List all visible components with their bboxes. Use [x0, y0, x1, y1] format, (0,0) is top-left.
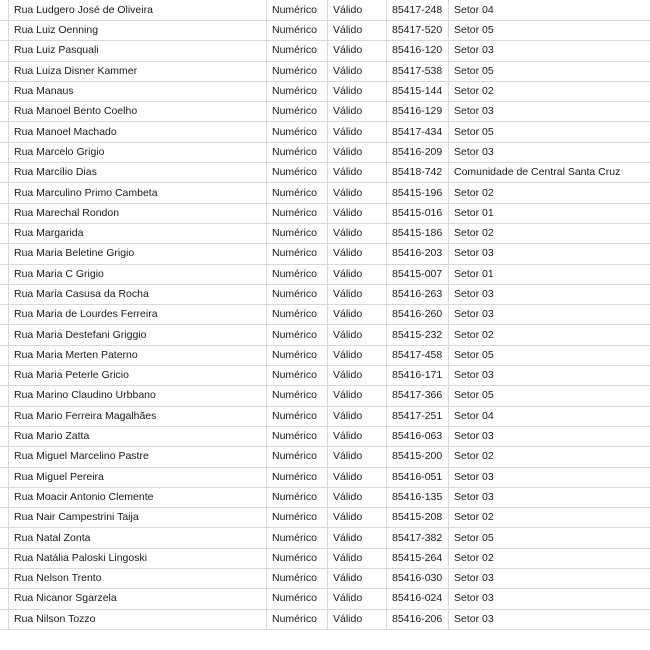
row-margin-cell [0, 325, 9, 345]
status-cell: Válido [328, 102, 387, 122]
format-cell: Numérico [267, 345, 328, 365]
row-margin-cell [0, 467, 9, 487]
cep-cell: 85417-382 [387, 528, 449, 548]
sector-cell: Comunidade de Central Santa Cruz [449, 163, 650, 183]
table-row [0, 345, 650, 365]
row-margin-cell [0, 21, 9, 41]
status-cell: Válido [328, 203, 387, 223]
table-row [0, 122, 650, 142]
sector-cell: Setor 02 [449, 548, 650, 568]
sector-cell: Setor 02 [449, 447, 650, 467]
sector-cell: Setor 03 [449, 284, 650, 304]
table-row [0, 569, 650, 589]
status-cell: Válido [328, 487, 387, 507]
table-row [0, 142, 650, 162]
table-row [0, 0, 650, 21]
row-margin-cell [0, 264, 9, 284]
cep-cell: 85416-030 [387, 569, 449, 589]
cep-cell: 85415-016 [387, 203, 449, 223]
table-row [0, 223, 650, 243]
street-name-cell: Rua Marcelo Grigio [9, 142, 267, 162]
sector-cell: Setor 02 [449, 81, 650, 101]
status-cell: Válido [328, 528, 387, 548]
table-row [0, 244, 650, 264]
format-cell: Numérico [267, 487, 328, 507]
street-name-cell: Rua Maria Beletine Grigio [9, 244, 267, 264]
street-name-cell: Rua Mario Ferreira Magalhães [9, 406, 267, 426]
format-cell: Numérico [267, 366, 328, 386]
cep-cell: 85416-063 [387, 426, 449, 446]
cep-cell: 85417-434 [387, 122, 449, 142]
cep-cell: 85417-538 [387, 61, 449, 81]
status-cell: Válido [328, 244, 387, 264]
format-cell: Numérico [267, 589, 328, 609]
street-name-cell: Rua Moacir Antonio Clemente [9, 487, 267, 507]
cep-cell: 85416-129 [387, 102, 449, 122]
status-cell: Válido [328, 163, 387, 183]
cep-cell: 85417-251 [387, 406, 449, 426]
table-row [0, 163, 650, 183]
table-row [0, 426, 650, 446]
sector-cell: Setor 03 [449, 102, 650, 122]
status-cell: Válido [328, 325, 387, 345]
street-name-cell: Rua Miguel Pereira [9, 467, 267, 487]
cep-cell: 85415-200 [387, 447, 449, 467]
street-name-cell: Rua Maria Peterle Gricio [9, 366, 267, 386]
table-row [0, 467, 650, 487]
sector-cell: Setor 03 [449, 569, 650, 589]
sector-cell: Setor 05 [449, 345, 650, 365]
row-margin-cell [0, 183, 9, 203]
format-cell: Numérico [267, 284, 328, 304]
street-name-cell: Rua Marechal Rondon [9, 203, 267, 223]
cep-cell: 85417-366 [387, 386, 449, 406]
cep-cell: 85415-232 [387, 325, 449, 345]
sector-cell: Setor 01 [449, 203, 650, 223]
sector-cell: Setor 03 [449, 609, 650, 629]
street-name-cell: Rua Miguel Marcelino Pastre [9, 447, 267, 467]
sector-cell: Setor 05 [449, 528, 650, 548]
status-cell: Válido [328, 41, 387, 61]
street-name-cell: Rua Luiza Disner Kammer [9, 61, 267, 81]
row-margin-cell [0, 528, 9, 548]
row-margin-cell [0, 41, 9, 61]
cep-cell: 85416-263 [387, 284, 449, 304]
row-margin-cell [0, 487, 9, 507]
status-cell: Válido [328, 21, 387, 41]
row-margin-cell [0, 122, 9, 142]
status-cell: Válido [328, 142, 387, 162]
sector-cell: Setor 05 [449, 21, 650, 41]
sector-cell: Setor 05 [449, 61, 650, 81]
street-name-cell: Rua Nicanor Sgarzela [9, 589, 267, 609]
row-margin-cell [0, 305, 9, 325]
street-name-cell: Rua Ludgero José de Oliveira [9, 0, 267, 21]
row-margin-cell [0, 548, 9, 568]
row-margin-cell [0, 508, 9, 528]
format-cell: Numérico [267, 467, 328, 487]
street-name-cell: Rua Nair Campestrini Taija [9, 508, 267, 528]
format-cell: Numérico [267, 41, 328, 61]
row-margin-cell [0, 386, 9, 406]
format-cell: Numérico [267, 386, 328, 406]
sector-cell: Setor 03 [449, 589, 650, 609]
status-cell: Válido [328, 447, 387, 467]
street-name-cell: Rua Maria de Lourdes Ferreira [9, 305, 267, 325]
street-name-cell: Rua Nelson Trento [9, 569, 267, 589]
format-cell: Numérico [267, 447, 328, 467]
format-cell: Numérico [267, 142, 328, 162]
row-margin-cell [0, 447, 9, 467]
sector-cell: Setor 01 [449, 264, 650, 284]
cep-cell: 85415-186 [387, 223, 449, 243]
cep-cell: 85415-264 [387, 548, 449, 568]
table-row [0, 81, 650, 101]
row-margin-cell [0, 61, 9, 81]
cep-cell: 85416-051 [387, 467, 449, 487]
status-cell: Válido [328, 569, 387, 589]
street-name-cell: Rua Marino Claudino Urbbano [9, 386, 267, 406]
format-cell: Numérico [267, 508, 328, 528]
street-name-cell: Rua Maria C Grigio [9, 264, 267, 284]
format-cell: Numérico [267, 183, 328, 203]
format-cell: Numérico [267, 61, 328, 81]
row-margin-cell [0, 102, 9, 122]
street-name-cell: Rua Maria Merten Paterno [9, 345, 267, 365]
format-cell: Numérico [267, 203, 328, 223]
status-cell: Válido [328, 0, 387, 21]
table-row [0, 548, 650, 568]
table-row [0, 386, 650, 406]
street-name-cell: Rua Manaus [9, 81, 267, 101]
street-name-cell: Rua Marcílio Dias [9, 163, 267, 183]
table-row [0, 61, 650, 81]
street-name-cell: Rua Manoel Machado [9, 122, 267, 142]
status-cell: Válido [328, 81, 387, 101]
format-cell: Numérico [267, 81, 328, 101]
status-cell: Válido [328, 467, 387, 487]
status-cell: Válido [328, 345, 387, 365]
street-name-cell: Rua Manoel Bento Coelho [9, 102, 267, 122]
street-name-cell: Rua Luiz Pasquali [9, 41, 267, 61]
table-row [0, 183, 650, 203]
cep-cell: 85417-248 [387, 0, 449, 21]
cep-cell: 85416-260 [387, 305, 449, 325]
row-margin-cell [0, 589, 9, 609]
status-cell: Válido [328, 426, 387, 446]
table-row [0, 589, 650, 609]
street-name-cell: Rua Maria Casusa da Rocha [9, 284, 267, 304]
status-cell: Válido [328, 548, 387, 568]
status-cell: Válido [328, 264, 387, 284]
cep-cell: 85416-024 [387, 589, 449, 609]
format-cell: Numérico [267, 163, 328, 183]
format-cell: Numérico [267, 609, 328, 629]
table-row [0, 203, 650, 223]
table-row [0, 264, 650, 284]
format-cell: Numérico [267, 0, 328, 21]
cep-cell: 85416-135 [387, 487, 449, 507]
sector-cell: Setor 02 [449, 325, 650, 345]
cep-cell: 85416-171 [387, 366, 449, 386]
status-cell: Válido [328, 589, 387, 609]
sector-cell: Setor 03 [449, 467, 650, 487]
row-margin-cell [0, 406, 9, 426]
street-name-cell: Rua Natal Zonta [9, 528, 267, 548]
table-row [0, 447, 650, 467]
row-margin-cell [0, 569, 9, 589]
status-cell: Válido [328, 386, 387, 406]
row-margin-cell [0, 0, 9, 21]
status-cell: Válido [328, 61, 387, 81]
status-cell: Válido [328, 223, 387, 243]
sector-cell: Setor 03 [449, 41, 650, 61]
table-row [0, 102, 650, 122]
status-cell: Válido [328, 122, 387, 142]
table-row [0, 305, 650, 325]
format-cell: Numérico [267, 264, 328, 284]
sector-cell: Setor 04 [449, 406, 650, 426]
row-margin-cell [0, 609, 9, 629]
format-cell: Numérico [267, 548, 328, 568]
street-name-cell: Rua Maria Destefani Griggio [9, 325, 267, 345]
format-cell: Numérico [267, 122, 328, 142]
cep-cell: 85418-742 [387, 163, 449, 183]
sector-cell: Setor 03 [449, 244, 650, 264]
row-margin-cell [0, 203, 9, 223]
table-row [0, 325, 650, 345]
cep-cell: 85415-007 [387, 264, 449, 284]
sector-cell: Setor 05 [449, 122, 650, 142]
cep-cell: 85416-120 [387, 41, 449, 61]
table-row [0, 284, 650, 304]
row-margin-cell [0, 366, 9, 386]
sector-cell: Setor 02 [449, 508, 650, 528]
table-row [0, 366, 650, 386]
table-row [0, 41, 650, 61]
format-cell: Numérico [267, 569, 328, 589]
status-cell: Válido [328, 284, 387, 304]
cep-cell: 85415-196 [387, 183, 449, 203]
format-cell: Numérico [267, 102, 328, 122]
cep-cell: 85416-203 [387, 244, 449, 264]
cep-cell: 85416-206 [387, 609, 449, 629]
street-name-cell: Rua Nilson Tozzo [9, 609, 267, 629]
sector-cell: Setor 03 [449, 366, 650, 386]
sector-cell: Setor 04 [449, 0, 650, 21]
row-margin-cell [0, 81, 9, 101]
sector-cell: Setor 03 [449, 142, 650, 162]
cep-cell: 85417-458 [387, 345, 449, 365]
row-margin-cell [0, 426, 9, 446]
format-cell: Numérico [267, 305, 328, 325]
cep-cell: 85416-209 [387, 142, 449, 162]
table-row [0, 487, 650, 507]
sector-cell: Setor 03 [449, 487, 650, 507]
format-cell: Numérico [267, 325, 328, 345]
row-margin-cell [0, 284, 9, 304]
status-cell: Válido [328, 305, 387, 325]
sector-cell: Setor 05 [449, 386, 650, 406]
row-margin-cell [0, 345, 9, 365]
table-row [0, 609, 650, 629]
cep-cell: 85415-144 [387, 81, 449, 101]
status-cell: Válido [328, 508, 387, 528]
table-row [0, 508, 650, 528]
row-margin-cell [0, 142, 9, 162]
format-cell: Numérico [267, 406, 328, 426]
row-margin-cell [0, 244, 9, 264]
table-row [0, 406, 650, 426]
table-row [0, 528, 650, 548]
format-cell: Numérico [267, 426, 328, 446]
street-name-cell: Rua Marculino Primo Cambeta [9, 183, 267, 203]
street-name-cell: Rua Margarida [9, 223, 267, 243]
status-cell: Válido [328, 609, 387, 629]
status-cell: Válido [328, 366, 387, 386]
street-name-cell: Rua Mario Zatta [9, 426, 267, 446]
street-name-cell: Rua Luiz Oenning [9, 21, 267, 41]
format-cell: Numérico [267, 223, 328, 243]
format-cell: Numérico [267, 244, 328, 264]
sector-cell: Setor 02 [449, 183, 650, 203]
format-cell: Numérico [267, 528, 328, 548]
cep-cell: 85417-520 [387, 21, 449, 41]
cep-cell: 85415-208 [387, 508, 449, 528]
sector-cell: Setor 02 [449, 223, 650, 243]
row-margin-cell [0, 163, 9, 183]
row-margin-cell [0, 223, 9, 243]
sector-cell: Setor 03 [449, 426, 650, 446]
street-name-cell: Rua Natália Paloski Lingoski [9, 548, 267, 568]
status-cell: Válido [328, 406, 387, 426]
format-cell: Numérico [267, 21, 328, 41]
table-row [0, 21, 650, 41]
status-cell: Válido [328, 183, 387, 203]
sector-cell: Setor 03 [449, 305, 650, 325]
